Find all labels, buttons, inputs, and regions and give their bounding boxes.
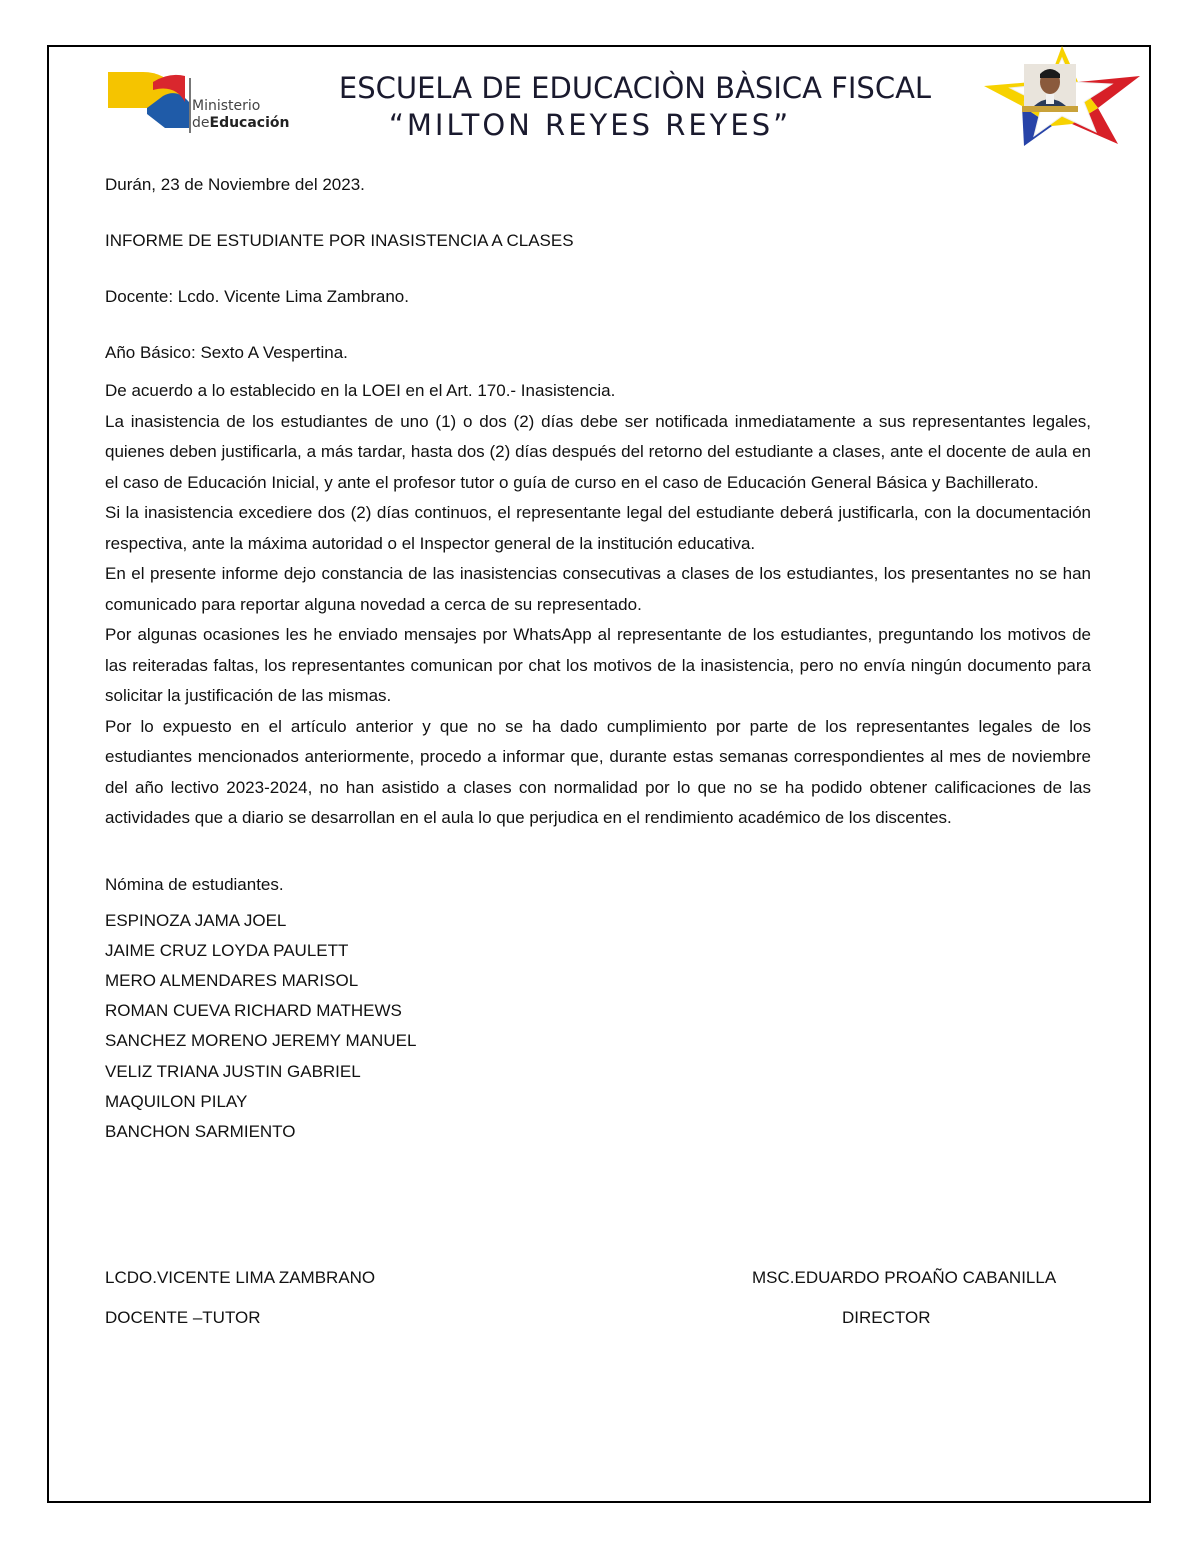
student-list [105,906,1091,1148]
document-date: Durán, 23 de Noviembre del 2023. [105,175,365,194]
list-item: BANCHON SARMIENTO [105,1121,296,1141]
paragraphs [105,376,1091,834]
list-item: VELIZ TRIANA JUSTIN GABRIEL [105,1061,361,1081]
teacher-signature-name: LCDO.VICENTE LIMA ZAMBRANO [105,1268,376,1287]
signature-block [105,1258,1091,1338]
director-signature-role: DIRECTOR [842,1308,931,1327]
school-title: ESCUELA DE EDUCACIÒN BÀSICA FISCAL [338,71,932,105]
director-signature [752,1258,1056,1338]
ministry-line2-strong: Educación [209,115,290,131]
list-item: JAIME CRUZ LOYDA PAULETT [105,940,349,960]
ministry-line1: Ministerio [192,98,261,114]
students-heading: Nómina de estudiantes. [105,874,284,894]
director-signature-name: MSC.EDUARDO PROAÑO CABANILLA [752,1268,1057,1287]
school-name: “MILTON REYES REYES” [388,108,792,142]
paragraph-loei: De acuerdo a lo establecido en la LOEI en el Art. 170.- Inasistencia. [105,381,616,400]
list-item: MAQUILON PILAY [105,1091,248,1111]
list-item: MERO ALMENDARES MARISOL [105,970,359,990]
paragraph-excediere: Si la inasistencia excediere dos (2) días continuos, el representante legal del estudiante deberá justificarla, con la documentación respectiva, ante la máxima autoridad o el Inspector general de la institución educativa. [105,503,1091,553]
star-portrait-emblem-icon [982,44,1142,148]
teacher-signature [105,1258,375,1338]
document-body [105,172,1091,1147]
paragraph-whatsapp: Por algunas ocasiones les he enviado mensajes por WhatsApp al representante de los estudiantes, preguntando los motivos de las reiteradas faltas, los representantes comunican por chat los motivos de la inasistencia, pero no envía ningún documento para solicitar la justificación de las mismas. [105,625,1091,705]
document-teacher: Docente: Lcdo. Vicente Lima Zambrano. [105,287,409,306]
paragraph-conclusion: Por lo expuesto en el artículo anterior y que no se ha dado cumplimiento por parte de los representantes legales de los estudiantes mencionados anteriormente, procedo a informar que, durante estas semanas correspondientes al mes de noviembre del año lectivo 2023-2024, no han asistido a clases con normalidad por lo que no se ha podido obtener calificaciones de las actividades que a diario se desarrollan en el aula lo que perjudica en el rendimiento académico de los discentes. [105,716,1091,827]
list-item: ROMAN CUEVA RICHARD MATHEWS [105,1001,402,1021]
paragraph-inasistencia: La inasistencia de los estudiantes de uno (1) o dos (2) días debe ser notificada inmediatamente a sus representantes legales, quienes deben justificarla, a más tardar, hasta dos (2) días después del retorno del estudiante a clases, ante el docente de aula en el caso de Educación Inicial, y ante el profesor tutor o guía de curso en el caso de Educación General Básica y Bachillerato. [105,411,1091,492]
list-item: ESPINOZA JAMA JOEL [105,910,287,930]
ministry-line2-prefix: de [192,115,210,131]
list-item: SANCHEZ MORENO JEREMY MANUEL [105,1031,417,1051]
paragraph-constancia: En el presente informe dejo constancia de las inasistencias consecutivas a clases de los estudiantes, los presentantes no se han comunicado para reportar alguna novedad a cerca de su representado. [105,564,1091,614]
document-subject: INFORME DE ESTUDIANTE POR INASISTENCIA A CLASES [105,231,574,250]
teacher-signature-role: DOCENTE –TUTOR [105,1308,261,1327]
document-grade: Año Básico: Sexto A Vespertina. [105,343,348,362]
